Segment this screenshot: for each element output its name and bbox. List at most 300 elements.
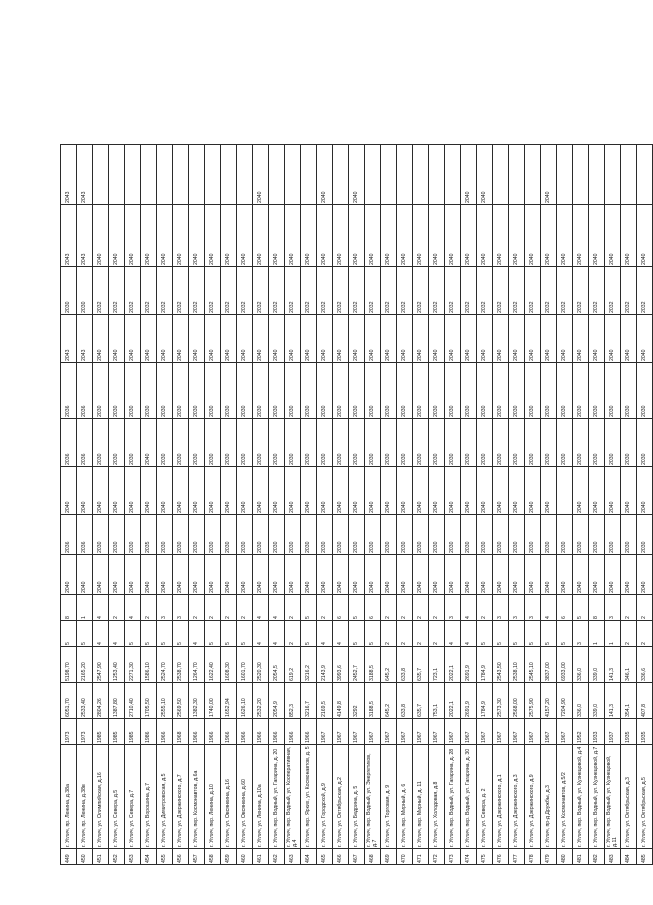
table-cell-gas: 2032 [381,267,397,315]
table-cell-heating: 2030 [189,419,205,467]
table-cell-extra1: 2040 [189,205,205,267]
table-cell-heating: 2030 [333,419,349,467]
table-cell-foundation: 2040 [477,467,493,515]
table-cell-built_year: 1937 [605,719,621,745]
table-cell-extra2: 2040 [461,145,477,205]
table-cell-foundation: 2040 [429,467,445,515]
table-cell-electric: 2040 [621,315,637,363]
table-cell-electric: 2043 [61,315,77,363]
table-cell-foundation: 2040 [621,467,637,515]
table-cell-electric: 2040 [525,315,541,363]
table-cell-facade: 2030 [173,515,189,555]
table-cell-extra1: 2040 [605,205,621,267]
table-cell-foundation: 2040 [541,467,557,515]
table-cell-entrances: 8 [589,595,605,621]
table-cell-floors: 3 [573,621,589,647]
table-cell-entrances: 5 [349,595,365,621]
table-row [525,145,541,865]
table-cell-water: 2036 [77,363,93,419]
table-cell-address: г. Углич, пер. Ленина, д.10 [205,745,221,849]
table-cell-extra1: 2040 [349,205,365,267]
table-cell-floors: 5 [141,621,157,647]
table-cell-floors: 1 [605,621,621,647]
table-cell-heating: 2030 [269,419,285,467]
table-cell-address: г. Углич, ул. Ленина, д.10а [253,745,269,849]
table-cell-electric: 2040 [333,315,349,363]
table-cell-facade: 2030 [333,515,349,555]
table-row [301,145,317,865]
table-cell-built_year: 1973 [77,719,93,745]
table-cell-living_area: 1608,30 [221,647,237,683]
table-cell-gas: 2032 [573,267,589,315]
table-cell-built_year: 1967 [493,719,509,745]
table-cell-heating: 2030 [493,419,509,467]
table-cell-heating: 2030 [349,419,365,467]
table-cell-address: г. Углич, пр. Ленина, д.38в [77,745,93,849]
table-cell-foundation: 2040 [605,467,621,515]
table-cell-living_area: 6933,00 [557,647,573,683]
table-cell-gas: 2032 [333,267,349,315]
table-cell-foundation: 2040 [317,467,333,515]
table-cell-heating: 2030 [637,419,653,467]
table-cell-living_area: 635,7 [413,647,429,683]
table-cell-roof: 2040 [557,555,573,595]
table-cell-heating: 2030 [285,419,301,467]
table-cell-extra1: 2040 [109,205,125,267]
table-cell-living_area: 2691,9 [461,647,477,683]
table-cell-roof: 2040 [413,555,429,595]
table-cell-built_year: 1935 [637,719,653,745]
table-cell-entrances: 5 [573,595,589,621]
rotated-table-container [60,145,647,865]
table-cell-gas: 2032 [621,267,637,315]
table-cell-heating: 2030 [413,419,429,467]
table-cell-total_area: 2804,26 [93,683,109,719]
table-cell-roof: 2040 [157,555,173,595]
table-cell-facade: 2030 [253,515,269,555]
table-cell-electric: 2040 [429,315,445,363]
table-cell-electric: 2040 [317,315,333,363]
table-cell-foundation: 2040 [125,467,141,515]
table-cell-gas: 2032 [413,267,429,315]
table-cell-extra1: 2040 [637,205,653,267]
table-cell-floors: 5 [61,621,77,647]
table-cell-electric: 2040 [381,315,397,363]
table-cell-facade: 2030 [157,515,173,555]
table-cell-no: 470 [397,849,413,865]
table-row [125,145,141,865]
table-cell-extra1: 2043 [77,205,93,267]
table-cell-facade: 2030 [397,515,413,555]
table-cell-extra2 [157,145,173,205]
table-cell-water: 2030 [317,363,333,419]
table-cell-total_area: 7204,90 [557,683,573,719]
table-cell-facade: 2030 [285,515,301,555]
table-cell-address: г. Углич, ул. Октябрьская, д.3 [621,745,637,849]
table-cell-electric: 2040 [253,315,269,363]
table-cell-foundation: 2040 [397,467,413,515]
table-cell-electric: 2040 [109,315,125,363]
table-row [573,145,589,865]
table-cell-electric: 2040 [157,315,173,363]
table-cell-built_year: 1966 [253,719,269,745]
table-cell-water: 2030 [269,363,285,419]
table-cell-heating: 2030 [477,419,493,467]
table-cell-address: г. Углич, пер. Мирный, д. 11 [413,745,429,849]
table-cell-roof: 2040 [269,555,285,595]
table-cell-entrances: 2 [189,595,205,621]
table-cell-built_year: 1985 [109,719,125,745]
table-cell-living_area: 2543,50 [493,647,509,683]
table-cell-address: г. Углич, ул. Городской, д.9 [317,745,333,849]
table-cell-floors: 2 [397,621,413,647]
table-cell-gas: 2032 [269,267,285,315]
table-cell-foundation: 2040 [61,467,77,515]
table-cell-no: 460 [237,849,253,865]
table-cell-roof: 2040 [221,555,237,595]
table-cell-gas: 2032 [509,267,525,315]
table-cell-foundation: 2040 [301,467,317,515]
table-cell-total_area: 2568,00 [509,683,525,719]
table-cell-water: 2030 [413,363,429,419]
table-cell-water: 2030 [381,363,397,419]
table-cell-total_area: 6051,70 [61,683,77,719]
table-cell-living_area: 3188,5 [365,647,381,683]
table-cell-entrances: 2 [109,595,125,621]
table-cell-water: 2030 [125,363,141,419]
table-cell-entrances: 8 [61,595,77,621]
table-cell-extra1: 2040 [237,205,253,267]
table-cell-roof: 2040 [477,555,493,595]
table-cell-gas: 2032 [173,267,189,315]
table-cell-built_year: 1967 [413,719,429,745]
table-cell-extra1: 2040 [301,205,317,267]
table-cell-gas: 2032 [189,267,205,315]
table-cell-total_area: 336,0 [573,683,589,719]
table-row [493,145,509,865]
table-cell-foundation: 2040 [269,467,285,515]
table-cell-living_area: 3837,00 [541,647,557,683]
table-cell-no: 476 [493,849,509,865]
table-row [205,145,221,865]
table-cell-roof: 2040 [589,555,605,595]
table-cell-foundation: 2040 [189,467,205,515]
table-cell-water: 2030 [525,363,541,419]
table-cell-facade: 2030 [301,515,317,555]
table-cell-living_area: 346,1 [621,647,637,683]
table-cell-built_year: 1967 [461,719,477,745]
table-cell-heating: 2030 [221,419,237,467]
table-cell-entrances: 2 [637,595,653,621]
table-cell-water: 2030 [445,363,461,419]
table-row [397,145,413,865]
table-cell-heating: 2036 [61,419,77,467]
table-cell-floors: 4 [445,621,461,647]
table-cell-gas: 2032 [605,267,621,315]
table-cell-facade: 2030 [557,515,573,555]
table-cell-total_area: 339,0 [589,683,605,719]
table-cell-extra1: 2040 [541,205,557,267]
table-cell-living_area: 2524,70 [157,647,173,683]
table-cell-total_area: 354,1 [621,683,637,719]
table-row [557,145,573,865]
table-cell-floors: 4 [253,621,269,647]
table-cell-facade: 2030 [445,515,461,555]
table-cell-foundation: 2040 [349,467,365,515]
table-cell-extra2 [557,145,573,205]
table-cell-living_area: 5198,70 [61,647,77,683]
table-cell-total_area: 2555,10 [157,683,173,719]
table-cell-entrances: 4 [125,595,141,621]
table-cell-roof: 2040 [509,555,525,595]
table-cell-no: 477 [509,849,525,865]
table-cell-facade: 2030 [93,515,109,555]
table-cell-gas: 2032 [637,267,653,315]
table-cell-address: г. Углич, пер. Водный, ул. Кооперативная, д.4 [285,745,301,849]
table-cell-facade: 2030 [477,515,493,555]
table-cell-water: 2030 [301,363,317,419]
table-cell-entrances: 2 [317,595,333,621]
table-cell-roof: 2040 [77,555,93,595]
table-cell-gas: 2032 [461,267,477,315]
table-cell-facade: 2030 [109,515,125,555]
table-cell-foundation: 2040 [493,467,509,515]
table-cell-floors: 5 [301,621,317,647]
table-cell-water: 2030 [461,363,477,419]
table-cell-facade: 2030 [605,515,621,555]
table-cell-address: г. Углич, пр. Ленина, д.38а [61,745,77,849]
table-cell-roof: 2040 [461,555,477,595]
table-cell-water: 2030 [221,363,237,419]
table-cell-facade: 2030 [621,515,637,555]
table-cell-heating: 2030 [445,419,461,467]
table-cell-heating: 2030 [109,419,125,467]
table-cell-facade: 2030 [541,515,557,555]
table-cell-water: 2030 [237,363,253,419]
table-cell-built_year: 1967 [445,719,461,745]
table-cell-total_area: 852,3 [285,683,301,719]
table-cell-built_year: 1967 [509,719,525,745]
table-cell-address: г. Углич, ул. Овсянкина, д.16 [221,745,237,849]
table-cell-entrances: 3 [157,595,173,621]
table-cell-total_area: 1652,94 [221,683,237,719]
table-cell-extra1: 2040 [429,205,445,267]
table-cell-living_area: 1586,10 [141,647,157,683]
table-cell-extra2 [141,145,157,205]
table-cell-no: 481 [573,849,589,865]
table-cell-extra2 [605,145,621,205]
table-row [333,145,349,865]
table-cell-water: 2030 [189,363,205,419]
table-cell-floors: 4 [461,621,477,647]
table-cell-address: г. Углич, ул. Октябрьская, д.2 [333,745,349,849]
table-cell-electric: 2040 [237,315,253,363]
table-cell-electric: 2040 [349,315,365,363]
table-cell-total_area: 2575,90 [525,683,541,719]
table-row [605,145,621,865]
table-cell-extra2 [589,145,605,205]
table-row [461,145,477,865]
table-row [349,145,365,865]
table-cell-heating: 2030 [573,419,589,467]
table-cell-no: 458 [205,849,221,865]
table-cell-floors: 5 [541,621,557,647]
table-cell-built_year: 1985 [125,719,141,745]
table-row [413,145,429,865]
table-cell-facade: 2030 [237,515,253,555]
table-cell-no: 453 [125,849,141,865]
table-cell-living_area: 645,2 [381,647,397,683]
table-cell-floors: 5 [525,621,541,647]
table-cell-address: г. Углич, ул. Дзержинского, д.3 [509,745,525,849]
table-cell-electric: 2040 [477,315,493,363]
table-cell-total_area: 2054,9 [269,683,285,719]
table-cell-heating: 2040 [141,419,157,467]
table-cell-foundation: 2040 [381,467,397,515]
table-cell-roof: 2040 [141,555,157,595]
table-row [381,145,397,865]
table-cell-water: 2030 [637,363,653,419]
table-cell-extra1: 2040 [221,205,237,267]
table-cell-roof: 2040 [637,555,653,595]
table-cell-no: 464 [301,849,317,865]
table-cell-no: 463 [285,849,301,865]
table-cell-built_year: 1967 [349,719,365,745]
table-cell-extra2 [509,145,525,205]
table-cell-facade: 2030 [317,515,333,555]
table-cell-built_year: 1966 [189,719,205,745]
table-cell-no: 472 [429,849,445,865]
table-cell-electric: 2040 [413,315,429,363]
table-cell-foundation: 2040 [413,467,429,515]
table-cell-foundation: 2040 [141,467,157,515]
table-cell-extra1: 2040 [173,205,189,267]
table-cell-address: г. Углич, ул. Дзержинского, д.7 [173,745,189,849]
table-row [237,145,253,865]
table-cell-extra2 [621,145,637,205]
table-cell-water: 2030 [509,363,525,419]
table-cell-roof: 2040 [189,555,205,595]
table-cell-water: 2036 [61,363,77,419]
table-cell-built_year: 1966 [269,719,285,745]
table-cell-gas: 2032 [253,267,269,315]
table-cell-extra2 [525,145,541,205]
table-cell-extra1: 2040 [413,205,429,267]
table-cell-entrances: 4 [461,595,477,621]
table-cell-extra2 [333,145,349,205]
table-cell-water: 2030 [157,363,173,419]
table-cell-heating: 2030 [253,419,269,467]
table-cell-built_year: 1967 [525,719,541,745]
table-cell-living_area: 2022,1 [445,647,461,683]
table-cell-extra2 [285,145,301,205]
table-cell-no: 459 [221,849,237,865]
table-cell-living_area: 1784,9 [477,647,493,683]
table-cell-roof: 2040 [573,555,589,595]
table-cell-entrances: 2 [621,595,637,621]
table-cell-facade: 2030 [365,515,381,555]
table-cell-total_area: 1382,30 [189,683,205,719]
table-row [253,145,269,865]
table-cell-no: 451 [93,849,109,865]
table-cell-floors: 2 [429,621,445,647]
table-cell-total_area: 407,8 [637,683,653,719]
table-cell-total_area: 1705,50 [141,683,157,719]
table-cell-gas: 2032 [349,267,365,315]
table-cell-living_area: 336,0 [573,647,589,683]
table-cell-electric: 2040 [141,315,157,363]
table-cell-extra2 [445,145,461,205]
table-row [61,145,77,865]
table-cell-address: г. Углич, пер. Мирный, д. 6 [397,745,413,849]
table-cell-water: 2030 [397,363,413,419]
table-cell-heating: 2030 [621,419,637,467]
table-cell-total_area: 2532,20 [253,683,269,719]
table-cell-living_area: 619,2 [285,647,301,683]
table-cell-gas: 2032 [557,267,573,315]
table-cell-electric: 2040 [365,315,381,363]
table-cell-extra2 [381,145,397,205]
table-row [221,145,237,865]
table-cell-electric: 2040 [557,315,573,363]
table-cell-roof: 2040 [109,555,125,595]
table-cell-facade: 2030 [125,515,141,555]
table-cell-extra1: 2040 [317,205,333,267]
table-cell-extra2 [93,145,109,205]
table-cell-extra1: 2040 [125,205,141,267]
table-cell-no: 471 [413,849,429,865]
table-cell-heating: 2030 [589,419,605,467]
table-cell-built_year: 1986 [141,719,157,745]
table-cell-built_year: 1967 [557,719,573,745]
table-cell-no: 466 [333,849,349,865]
table-cell-electric: 2040 [589,315,605,363]
table-cell-total_area: 4149,8 [333,683,349,719]
table-cell-extra1: 2040 [397,205,413,267]
table-cell-heating: 2030 [429,419,445,467]
table-cell-foundation: 2040 [93,467,109,515]
table-cell-gas: 2032 [125,267,141,315]
table-cell-built_year: 1966 [221,719,237,745]
table-cell-heating: 2030 [93,419,109,467]
table-cell-extra1: 2040 [157,205,173,267]
table-cell-no: 468 [365,849,381,865]
table-cell-floors: 5 [349,621,365,647]
table-cell-roof: 2040 [621,555,637,595]
table-cell-extra1: 2040 [93,205,109,267]
table-cell-facade: 2030 [221,515,237,555]
table-cell-entrances: 3 [509,595,525,621]
table-cell-extra2: 2040 [253,145,269,205]
table-cell-no: 450 [77,849,93,865]
table-cell-total_area: 635,7 [413,683,429,719]
table-cell-extra2 [109,145,125,205]
table-cell-living_area: 3993,6 [333,647,349,683]
table-cell-living_area: 1622,40 [205,647,221,683]
table-cell-no: 467 [349,849,365,865]
table-cell-living_area: 2538,70 [173,647,189,683]
table-cell-extra2 [189,145,205,205]
table-cell-water: 2030 [605,363,621,419]
table-cell-extra2 [237,145,253,205]
table-cell-facade: 2030 [349,515,365,555]
table-cell-built_year: 1967 [397,719,413,745]
table-cell-heating: 2030 [125,419,141,467]
table-cell-extra1: 2040 [493,205,509,267]
table-cell-electric: 2040 [445,315,461,363]
table-cell-electric: 2040 [573,315,589,363]
table-cell-roof: 2040 [541,555,557,595]
